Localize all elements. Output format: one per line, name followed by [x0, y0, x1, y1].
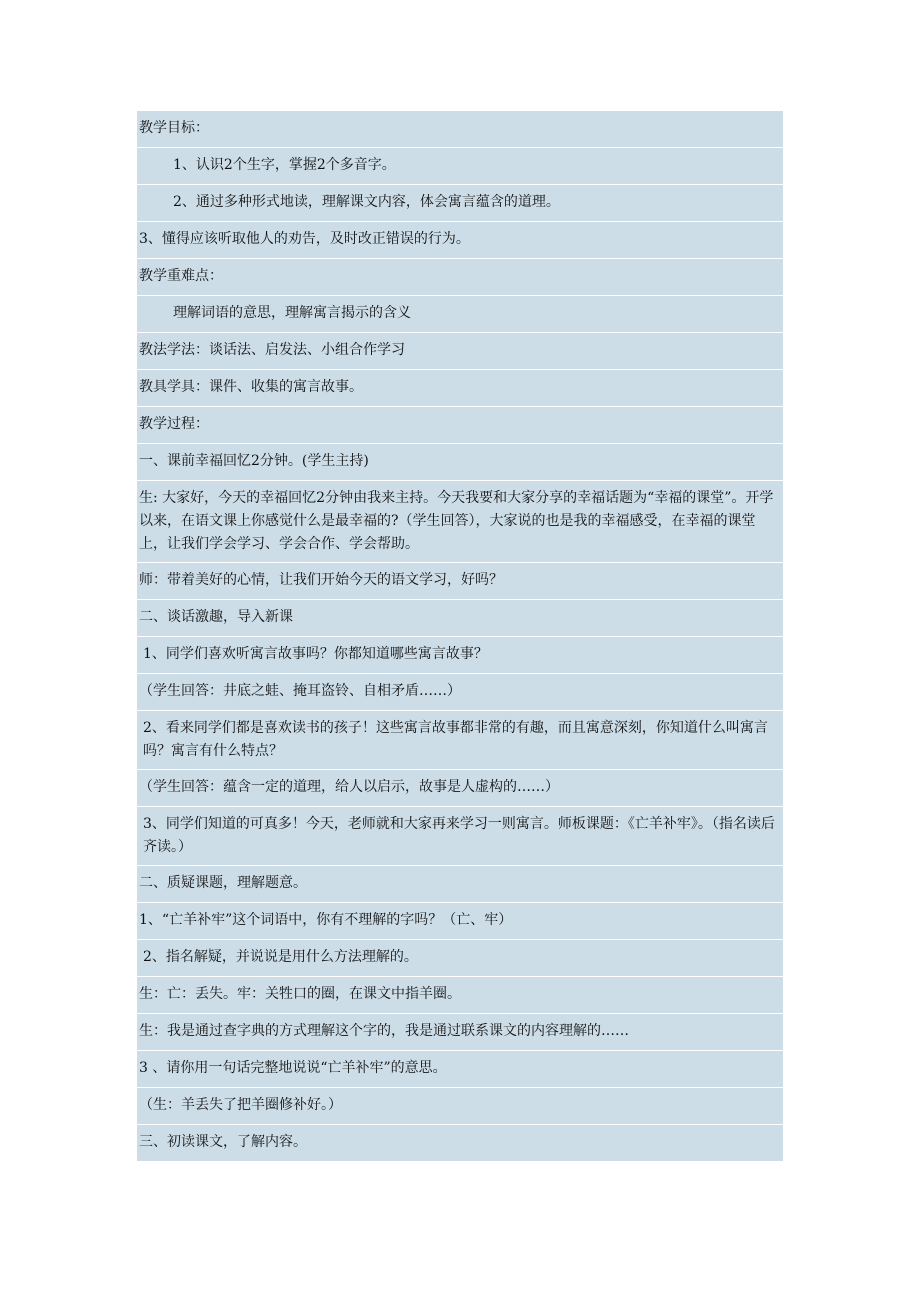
document-line: 3、同学们知道的可真多！今天，老师就和大家再来学习一则寓言。师板课题：《亡羊补牢》。（指名读后齐读。）	[137, 807, 783, 866]
document-line: 1、“亡羊补牢”这个词语中，你有不理解的字吗？（亡、牢）	[137, 903, 783, 940]
document-line: 3、懂得应该听取他人的劝告，及时改正错误的行为。	[137, 222, 783, 259]
document-line: 生：我是通过查字典的方式理解这个字的，我是通过联系课文的内容理解的……	[137, 1014, 783, 1051]
document-line: （学生回答：蕴含一定的道理，给人以启示，故事是人虚构的……）	[137, 770, 783, 807]
document-line: （学生回答：井底之蛙、掩耳盗铃、自相矛盾……）	[137, 674, 783, 711]
document-line: 生：亡：丢失。牢：关牲口的圈，在课文中指羊圈。	[137, 977, 783, 1014]
document-line: 1、同学们喜欢听寓言故事吗？你都知道哪些寓言故事？	[137, 637, 783, 674]
document-line: 生: 大家好，今天的幸福回忆2分钟由我来主持。今天我要和大家分享的幸福话题为“幸福的课堂”。开学以来，在语文课上你感觉什么是最幸福的?（学生回答），大家说的也是我的幸福感受，在幸福的课堂上，让我们学会学习、学会合作、学会帮助。	[137, 481, 783, 563]
document-line: 二、谈话激趣，导入新课	[137, 600, 783, 637]
document-line: 教学目标：	[137, 111, 783, 148]
document-line: 师：带着美好的心情，让我们开始今天的语文学习，好吗？	[137, 563, 783, 600]
document-line: 教具学具：课件、收集的寓言故事。	[137, 370, 783, 407]
document-line: 1、认识2个生字，掌握2个多音字。	[137, 148, 783, 185]
document-line: 三、初读课文，了解内容。	[137, 1125, 783, 1162]
lesson-plan-document	[137, 111, 783, 1162]
document-line: 2、看来同学们都是喜欢读书的孩子！这些寓言故事都非常的有趣，而且寓意深刻，你知道什么叫寓言吗？寓言有什么特点？	[137, 711, 783, 770]
document-line: 教学过程：	[137, 407, 783, 444]
document-line: 2、指名解疑，并说说是用什么方法理解的。	[137, 940, 783, 977]
document-line: 理解词语的意思，理解寓言揭示的含义	[137, 296, 783, 333]
document-line: 2、通过多种形式地读，理解课文内容，体会寓言蕴含的道理。	[137, 185, 783, 222]
document-line: 二、质疑课题，理解题意。	[137, 866, 783, 903]
document-line: （生：羊丢失了把羊圈修补好。）	[137, 1088, 783, 1125]
document-line: 教学重难点：	[137, 259, 783, 296]
document-line: 3 、请你用一句话完整地说说“亡羊补牢”的意思。	[137, 1051, 783, 1088]
document-line: 教法学法：谈话法、启发法、小组合作学习	[137, 333, 783, 370]
document-line: 一、课前幸福回忆2分钟。(学生主持)	[137, 444, 783, 481]
